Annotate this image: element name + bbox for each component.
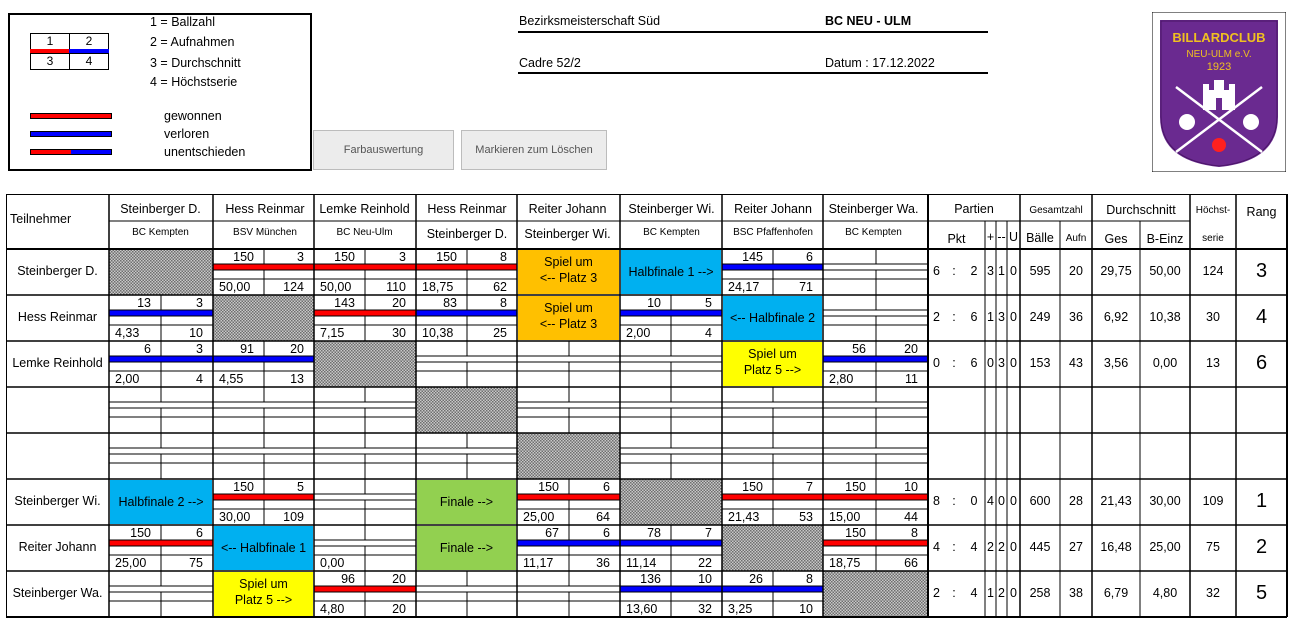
hoechstserie: 71: [799, 280, 813, 294]
legend-lost-label: verloren: [164, 127, 210, 141]
note-text: <-- Platz 3: [539, 271, 598, 285]
rang-header: Rang: [1246, 205, 1277, 219]
aufnahmen: 3: [399, 250, 406, 264]
note-text: Spiel um: [544, 301, 593, 315]
aufnahmen: 6: [196, 526, 203, 540]
legend-mini-2: 2: [69, 33, 109, 50]
ges-header: Ges: [1104, 232, 1128, 246]
durchschnitt: 30,00: [219, 510, 251, 524]
club-logo: [1152, 12, 1286, 172]
rang: 2: [1255, 536, 1268, 558]
gesamtzahl-header: Gesamtzahl: [1029, 205, 1083, 216]
col-header-name: Hess Reinmar: [225, 202, 305, 216]
note-text: Platz 5 -->: [743, 363, 802, 377]
durchschnitt: 2,00: [626, 326, 651, 340]
won-bar: [314, 311, 416, 316]
castle-icon: [1203, 80, 1235, 110]
note-text: Finale -->: [439, 541, 494, 555]
minus: 1: [998, 264, 1005, 278]
legend-mini-1: 1: [30, 33, 70, 50]
legend-line-1: 1 = Ballzahl: [150, 15, 215, 29]
u: 0: [1010, 264, 1017, 278]
mark-delete-button[interactable]: Markieren zum Löschen: [461, 130, 607, 170]
aufn: 36: [1069, 310, 1083, 324]
rang: 6: [1255, 352, 1268, 374]
durchschnitt: 24,17: [728, 280, 760, 294]
pkt-b: 2: [970, 264, 978, 278]
durchschnitt: 50,00: [320, 280, 352, 294]
baelle-header: Bälle: [1026, 231, 1054, 245]
aufnahmen: 8: [500, 250, 507, 264]
pkt-a: 2: [933, 586, 940, 600]
col-header-sub: BC Neu-Ulm: [336, 227, 393, 238]
row-name: Steinberger D.: [17, 264, 98, 278]
lost-bar: [620, 311, 722, 316]
baelle: 258: [1029, 586, 1051, 600]
legend-line-2: 2 = Aufnahmen: [150, 35, 235, 49]
hoechstserie: 44: [904, 510, 918, 524]
col-header-sub: BC Kempten: [845, 227, 902, 238]
won-bar: [517, 495, 620, 500]
durchschnitt: 25,00: [523, 510, 555, 524]
pkt-sep: :: [952, 586, 956, 600]
aufnahmen: 3: [196, 296, 203, 310]
aufnahmen: 6: [806, 250, 813, 264]
pkt-b: 4: [970, 586, 978, 600]
pkt-b: 6: [970, 310, 978, 324]
pkt-a: 6: [933, 264, 940, 278]
durchschnitt: 7,15: [320, 326, 345, 340]
hoechstserie: 124: [283, 280, 304, 294]
ballzahl: 136: [640, 572, 661, 586]
aufnahmen: 3: [196, 342, 203, 356]
hoechstserie-total: 30: [1206, 310, 1220, 324]
aufnahmen: 8: [500, 296, 507, 310]
aufnahmen: 7: [705, 526, 712, 540]
aufnahmen: 10: [698, 572, 712, 586]
legend-line-4: 4 = Höchstserie: [150, 75, 238, 89]
col-header-sub: BSC Pfaffenhofen: [733, 227, 813, 238]
ballzahl: 83: [443, 296, 457, 310]
legend-draw-bar-blue: [71, 149, 112, 155]
ges: 16,48: [1100, 540, 1132, 554]
hoechstserie: 13: [290, 372, 304, 386]
durchschnitt: 2,00: [115, 372, 140, 386]
col-header-name: Steinberger Wa.: [828, 202, 919, 216]
ges: 21,43: [1100, 494, 1132, 508]
aufn-header: Aufn: [1065, 233, 1087, 244]
aufnahmen: 10: [904, 480, 918, 494]
col-header-sub: Steinberger Wi.: [524, 227, 611, 241]
aufn: 43: [1069, 356, 1083, 370]
u: 0: [1010, 356, 1017, 370]
won-bar: [416, 265, 517, 270]
pkt-a: 0: [933, 356, 940, 370]
ballzahl: 150: [334, 250, 355, 264]
note-text: Halbfinale 1 -->: [628, 265, 714, 279]
durchschnitt: 11,17: [523, 556, 554, 570]
durchschnitt: 18,75: [829, 556, 861, 570]
aufn: 38: [1069, 586, 1083, 600]
ball-white-icon: [1179, 114, 1195, 130]
legend-won-label: gewonnen: [164, 109, 222, 123]
ges: 6,92: [1103, 310, 1129, 324]
legend-mini-3: 3: [30, 53, 70, 70]
hoechstserie-total: 13: [1206, 356, 1220, 370]
note-text: Spiel um: [544, 255, 593, 269]
durchschnitt: 4,55: [219, 372, 244, 386]
col-header-name: Steinberger D.: [120, 202, 201, 216]
plus-header: +: [986, 230, 995, 244]
diag-cell: [722, 525, 823, 571]
ballzahl: 13: [137, 296, 151, 310]
ballzahl: 6: [144, 342, 151, 356]
ballzahl: 67: [545, 526, 559, 540]
diag-cell: [517, 433, 620, 479]
won-bar: [722, 495, 823, 500]
ballzahl: 26: [749, 572, 763, 586]
u: 0: [1010, 494, 1017, 508]
pkt-sep: :: [952, 494, 956, 508]
ges: 6,79: [1103, 586, 1129, 600]
col-header-sub: BC Kempten: [132, 227, 189, 238]
col-header-sub: Steinberger D.: [426, 227, 508, 241]
durchschnitt: 18,75: [422, 280, 454, 294]
plus: 1: [987, 586, 994, 600]
note-text: Halbfinale 2 -->: [118, 495, 204, 509]
legend-mini-4: 4: [69, 53, 109, 70]
won-bar: [314, 265, 416, 270]
beinz: 50,00: [1149, 264, 1181, 278]
legend-won-bar: [30, 113, 112, 119]
beinz: 25,00: [1149, 540, 1181, 554]
header-line-1: [518, 31, 988, 33]
durchschnitt: 15,00: [829, 510, 861, 524]
club-title: BC NEU - ULM: [825, 14, 912, 28]
pkt-header: Pkt: [947, 232, 966, 246]
pkt-b: 4: [970, 540, 978, 554]
ball-white-icon-2: [1243, 114, 1259, 130]
ballzahl: 150: [742, 480, 763, 494]
durchschnitt: 11,14: [626, 556, 657, 570]
lost-bar: [213, 357, 314, 362]
plus: 0: [987, 356, 994, 370]
row-name: Steinberger Wa.: [12, 586, 103, 600]
aufnahmen: 8: [806, 572, 813, 586]
hoechstserie: 25: [493, 326, 507, 340]
hoechstserie-total: 109: [1202, 494, 1224, 508]
u: 0: [1010, 586, 1017, 600]
pkt-a: 4: [933, 540, 940, 554]
note-text: <-- Platz 3: [539, 317, 598, 331]
ges: 3,56: [1103, 356, 1129, 370]
logo-text-3: 1923: [1206, 61, 1232, 73]
durchschnitt: 13,60: [626, 602, 658, 616]
hoechstserie: 36: [596, 556, 610, 570]
minus-header: --: [997, 230, 1006, 244]
ballzahl: 150: [436, 250, 457, 264]
durchschnitt: 21,43: [728, 510, 760, 524]
note-text: <-- Halbfinale 1: [220, 541, 307, 555]
ballzahl: 150: [233, 250, 254, 264]
col-header-name: Lemke Reinhold: [319, 202, 410, 216]
lost-bar: [517, 541, 620, 546]
pkt-sep: :: [952, 310, 956, 324]
pkt-a: 8: [933, 494, 940, 508]
lost-bar: [722, 587, 823, 592]
hoechstserie: 4: [705, 326, 712, 340]
legend-draw-bar-red: [30, 149, 71, 155]
durchschnitt: 3,25: [728, 602, 753, 616]
baelle: 445: [1029, 540, 1051, 554]
note-text: Finale -->: [439, 495, 494, 509]
ges: 29,75: [1100, 264, 1132, 278]
farbauswertung-button[interactable]: Farbauswertung: [313, 130, 454, 170]
hoechstserie-total: 32: [1206, 586, 1220, 600]
diag-cell: [416, 387, 517, 433]
legend-box: [8, 13, 312, 171]
durchschnitt: 4,33: [115, 326, 140, 340]
lost-bar: [722, 265, 823, 270]
pkt-b: 0: [970, 494, 978, 508]
aufnahmen: 8: [911, 526, 918, 540]
aufnahmen: 3: [297, 250, 304, 264]
aufnahmen: 5: [297, 480, 304, 494]
won-bar: [213, 495, 314, 500]
note-text: <-- Halbfinale 2: [729, 311, 816, 325]
durchschnitt: 0,00: [320, 556, 345, 570]
durchschnitt: 10,38: [422, 326, 454, 340]
diag-cell: [620, 479, 722, 525]
rang: 4: [1255, 306, 1268, 328]
beinz-header: B-Einz: [1146, 232, 1184, 246]
ballzahl: 96: [341, 572, 355, 586]
u-header: U: [1008, 230, 1019, 244]
legend-line-3: 3 = Durchschnitt: [150, 56, 241, 70]
durchschnitt: 25,00: [115, 556, 147, 570]
hoechstserie: 22: [698, 556, 712, 570]
u: 0: [1010, 540, 1017, 554]
hoechstserie: 10: [799, 602, 813, 616]
durchschnitt-header: Durchschnitt: [1106, 203, 1176, 217]
hoechstserie: 66: [904, 556, 918, 570]
aufnahmen: 6: [603, 480, 610, 494]
hoechstserie: 32: [698, 602, 712, 616]
baelle: 249: [1029, 310, 1051, 324]
discipline: Cadre 52/2: [519, 56, 581, 70]
ballzahl: 145: [742, 250, 763, 264]
aufnahmen: 6: [603, 526, 610, 540]
row-name: Steinberger Wi.: [14, 494, 101, 508]
baelle: 153: [1029, 356, 1051, 370]
plus: 1: [987, 310, 994, 324]
ballzahl: 150: [845, 480, 866, 494]
col-header-sub: BC Kempten: [643, 227, 700, 238]
lost-bar: [416, 311, 517, 316]
hoechst-header: Höchst-: [1195, 205, 1231, 216]
ballzahl: 150: [845, 526, 866, 540]
hoechstserie: 30: [392, 326, 406, 340]
col-header-name: Steinberger Wi.: [628, 202, 715, 216]
date: Datum : 17.12.2022: [825, 56, 935, 70]
row-name: Reiter Johann: [18, 540, 97, 554]
u: 0: [1010, 310, 1017, 324]
header-line-2: [518, 72, 988, 74]
durchschnitt: 2,80: [829, 372, 854, 386]
won-bar: [823, 541, 928, 546]
won-bar: [109, 541, 213, 546]
diag-cell: [823, 571, 928, 617]
aufnahmen: 20: [290, 342, 304, 356]
hoechstserie: 53: [799, 510, 813, 524]
serie-header: serie: [1202, 233, 1224, 244]
plus: 2: [987, 540, 994, 554]
ballzahl: 78: [647, 526, 661, 540]
lost-bar: [109, 311, 213, 316]
aufnahmen: 20: [392, 572, 406, 586]
diag-cell: [314, 341, 416, 387]
baelle: 600: [1029, 494, 1051, 508]
ballzahl: 56: [852, 342, 866, 356]
aufnahmen: 7: [806, 480, 813, 494]
ballzahl: 10: [647, 296, 661, 310]
legend-lost-bar: [30, 131, 112, 137]
hoechstserie: 20: [392, 602, 406, 616]
beinz: 10,38: [1149, 310, 1181, 324]
minus: 2: [998, 540, 1005, 554]
beinz: 0,00: [1152, 356, 1178, 370]
pkt-b: 6: [970, 356, 978, 370]
note-text: Spiel um: [748, 347, 797, 361]
lost-bar: [109, 357, 213, 362]
partien-header: Partien: [954, 202, 994, 216]
durchschnitt: 50,00: [219, 280, 251, 294]
aufnahmen: 20: [392, 296, 406, 310]
diag-cell: [213, 295, 314, 341]
col-header-name: Reiter Johann: [734, 202, 812, 216]
hoechstserie: 10: [189, 326, 203, 340]
won-bar: [823, 495, 928, 500]
hoechstserie-total: 124: [1202, 264, 1224, 278]
lost-bar: [620, 541, 722, 546]
aufn: 28: [1069, 494, 1083, 508]
diag-cell: [109, 249, 213, 295]
minus: 3: [998, 356, 1005, 370]
won-bar: [314, 587, 416, 592]
ballzahl: 150: [538, 480, 559, 494]
col-header-name: Reiter Johann: [528, 202, 607, 216]
aufn: 27: [1069, 540, 1083, 554]
won-bar: [213, 265, 314, 270]
rang: 1: [1255, 490, 1268, 512]
ballzahl: 91: [240, 342, 254, 356]
hoechstserie: 110: [386, 280, 406, 294]
pkt-sep: :: [952, 540, 956, 554]
pkt-a: 2: [933, 310, 940, 324]
beinz: 30,00: [1149, 494, 1181, 508]
minus: 0: [998, 494, 1005, 508]
participant-header: Teilnehmer: [10, 212, 72, 226]
hoechstserie: 62: [493, 280, 507, 294]
hoechstserie: 11: [905, 372, 918, 386]
baelle: 595: [1029, 264, 1051, 278]
minus: 2: [998, 586, 1005, 600]
note-text: Spiel um: [239, 577, 288, 591]
col-header-name: Hess Reinmar: [427, 202, 507, 216]
note-text: Platz 5 -->: [234, 593, 293, 607]
aufn: 20: [1069, 264, 1083, 278]
logo-text-1: BILLARDCLUB: [1172, 30, 1266, 45]
hoechstserie: 109: [283, 510, 304, 524]
plus: 4: [987, 494, 994, 508]
pkt-sep: :: [952, 264, 956, 278]
pkt-sep: :: [952, 356, 956, 370]
legend-draw-label: unentschieden: [164, 145, 246, 159]
durchschnitt: 4,80: [320, 602, 345, 616]
aufnahmen: 20: [904, 342, 918, 356]
col-header-sub: BSV München: [233, 227, 297, 238]
rang: 3: [1255, 260, 1268, 282]
hoechstserie: 75: [189, 556, 203, 570]
beinz: 4,80: [1152, 586, 1178, 600]
event-title: Bezirksmeisterschaft Süd: [519, 14, 661, 28]
hoechstserie: 64: [596, 510, 610, 524]
row-name: Lemke Reinhold: [12, 356, 103, 370]
lost-bar: [823, 357, 928, 362]
rang: 5: [1255, 582, 1268, 604]
hoechstserie-total: 75: [1206, 540, 1220, 554]
row-name: Hess Reinmar: [17, 310, 98, 324]
plus: 3: [987, 264, 994, 278]
logo-text-2: NEU-ULM e.V.: [1186, 49, 1252, 60]
ballzahl: 150: [233, 480, 254, 494]
minus: 3: [998, 310, 1005, 324]
hoechstserie: 4: [196, 372, 203, 386]
lost-bar: [620, 587, 722, 592]
ballzahl: 143: [334, 296, 355, 310]
aufnahmen: 5: [705, 296, 712, 310]
ballzahl: 150: [130, 526, 151, 540]
ball-red-icon: [1212, 138, 1226, 152]
